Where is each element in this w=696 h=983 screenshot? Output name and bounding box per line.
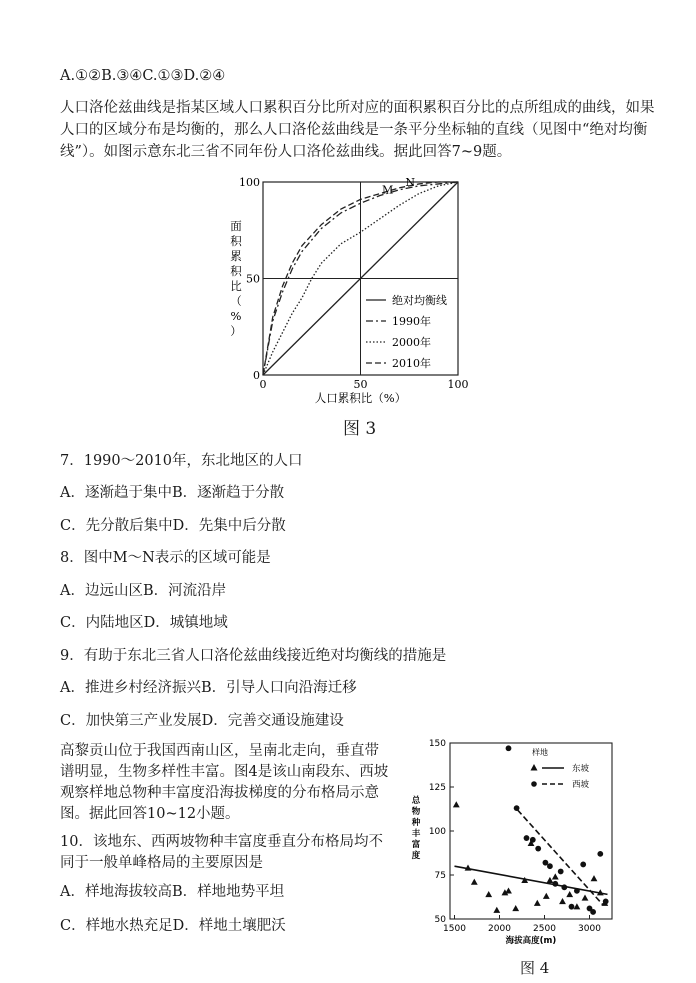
data-point-triangle (471, 879, 478, 885)
x-axis-label: 海拔高度(m) (505, 936, 557, 946)
y-axis-label: 总物种丰富度 (411, 796, 421, 861)
data-point-triangle (485, 891, 492, 897)
legend-marker-0 (531, 764, 538, 771)
y-tick-label: 50 (246, 272, 260, 286)
figure4-caption: 图 4 (520, 959, 550, 977)
figure4-species-richness-chart (400, 735, 620, 955)
x-tick-label: 100 (447, 378, 469, 391)
q8-options-cd: C．内陆地区D．城镇地域 (60, 615, 228, 631)
y-axis-label: 面积累积比（%） (230, 219, 242, 338)
q7-stem: 7．1990～2010年，东北地区的人口 (60, 453, 303, 469)
trend-line-1 (518, 810, 604, 905)
data-point-triangle (534, 900, 541, 906)
y-tick-label: 150 (428, 739, 446, 749)
data-point-circle (514, 805, 520, 811)
y-tick-label: 100 (239, 176, 260, 189)
figure3-caption: 图 3 (343, 419, 377, 439)
data-point-triangle (552, 873, 559, 879)
x-tick-label: 3000 (578, 924, 601, 934)
x-tick-label: 2000 (488, 924, 511, 934)
data-point-circle (558, 869, 564, 875)
legend-title: 样地 (532, 748, 548, 757)
data-point-circle (574, 888, 580, 894)
data-point-triangle (559, 898, 566, 904)
data-point-circle (535, 846, 541, 852)
data-point-circle (547, 863, 553, 869)
y-tick-label: 75 (434, 871, 446, 881)
answer-options-previous: A.①②B.③④C.①③D.②④ (60, 68, 226, 84)
legend-label-0: 绝对均衡线 (392, 294, 447, 307)
data-point-triangle (574, 903, 581, 909)
data-point-triangle (543, 893, 550, 899)
data-point-circle (530, 837, 536, 843)
data-point-triangle (566, 891, 573, 897)
data-point-triangle (505, 887, 512, 893)
q10-stem: 10．该地东、西两坡物种丰富度垂直分布格局均不同于一般单峰格局的主要原因是 (60, 834, 383, 871)
x-tick-label: 2500 (533, 924, 556, 934)
legend-marker-1 (531, 781, 537, 787)
q8-options-ab: A．边远山区B．河流沿岸 (60, 583, 227, 599)
data-point-triangle (582, 894, 589, 900)
q10-options-ab: A．样地海拔较高B．样地地势平坦 (60, 884, 285, 900)
q10-options-cd: C．样地水热充足D．样地土壤肥沃 (60, 918, 286, 934)
data-point-circle (597, 851, 603, 857)
data-point-circle (506, 745, 512, 751)
data-point-triangle (591, 875, 598, 881)
point-label-n: N (405, 175, 415, 189)
data-point-circle (561, 884, 567, 890)
q9-options-ab: A．推进乡村经济振兴B．引导人口向沿海迁移 (60, 680, 357, 696)
data-point-triangle (512, 905, 519, 911)
legend-label-0: 东坡 (572, 764, 590, 774)
lorenz-intro-paragraph: 人口洛伦兹曲线是指某区域人口累积百分比所对应的面积累积百分比的点所组成的曲线，如果人口的区域分布是均衡的，那么人口洛伦兹曲线是一条平分坐标轴的直线（见图中“绝对均衡线”）。如图示意东北三省不同年份人口洛伦兹曲线。据此回答7~9题。 (60, 100, 655, 160)
x-tick-label: 50 (353, 378, 368, 391)
data-point-triangle (493, 907, 500, 913)
x-axis-label: 人口累积比（%） (314, 391, 407, 405)
data-point-triangle (547, 877, 554, 883)
y-tick-label: 0 (253, 369, 260, 382)
data-point-circle (590, 909, 596, 915)
q9-options-cd: C．加快第三产业发展D．完善交通设施建设 (60, 713, 344, 729)
legend-label-1: 1990年 (392, 315, 431, 328)
data-point-circle (524, 835, 530, 841)
data-point-circle (552, 881, 558, 887)
legend-label-1: 西坡 (572, 780, 590, 790)
figure3-lorenz-chart (214, 170, 474, 410)
q8-stem: 8．图中M～N表示的区域可能是 (60, 550, 271, 566)
y-tick-label: 125 (428, 783, 446, 793)
data-point-circle (580, 862, 586, 868)
q9-stem: 9．有助于东北三省人口洛伦兹曲线接近绝对均衡线的措施是 (60, 648, 447, 664)
x-tick-label: 0 (259, 378, 267, 391)
data-point-circle (603, 899, 609, 905)
trend-line-0 (455, 866, 608, 894)
data-point-circle (569, 904, 575, 910)
x-tick-label: 1500 (443, 924, 466, 934)
legend-label-3: 2010年 (392, 357, 431, 370)
point-label-m: M (381, 183, 394, 197)
q7-options-ab: A．逐渐趋于集中B．逐渐趋于分散 (60, 485, 285, 501)
legend-label-2: 2000年 (392, 336, 431, 349)
q7-options-cd: C．先分散后集中D．先集中后分散 (60, 518, 286, 534)
y-tick-label: 100 (428, 827, 446, 837)
data-point-triangle (453, 801, 460, 807)
gaoligong-intro-paragraph: 高黎贡山位于我国西南山区，呈南北走向，垂直带谱明显，生物多样性丰富。图4是该山南段东、西坡观察样地总物种丰富度沿海拔梯度的分布格局示意图。据此回答10~12小题。 (60, 743, 389, 822)
y-tick-label: 50 (434, 915, 446, 925)
